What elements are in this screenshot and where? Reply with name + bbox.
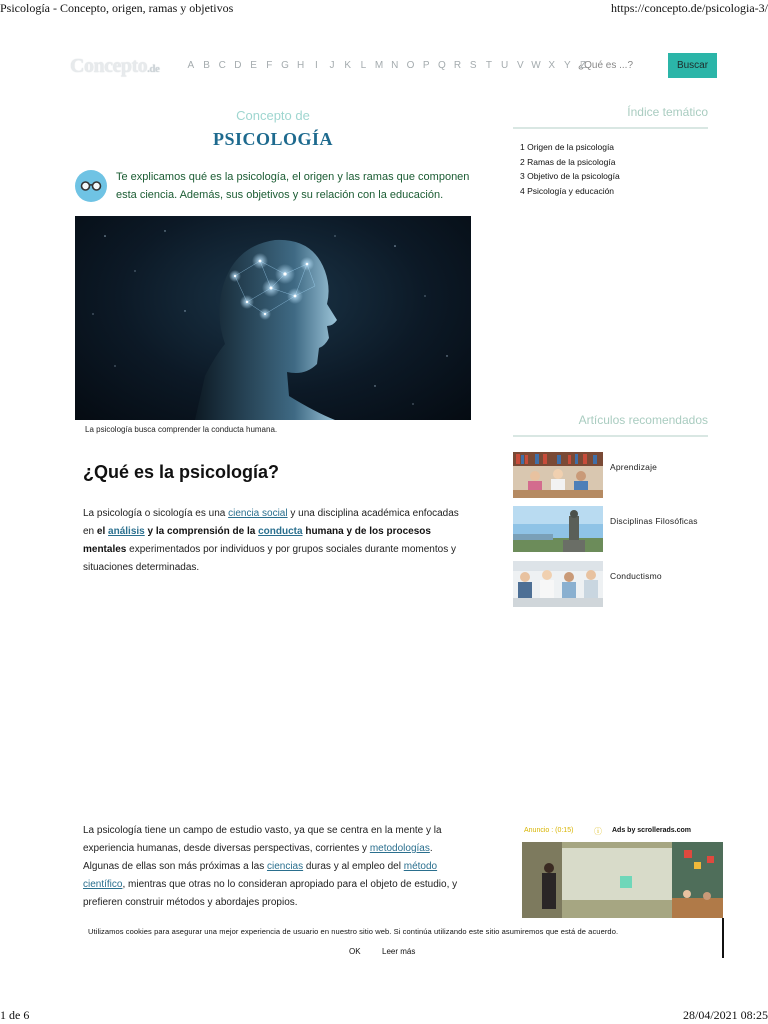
letter-link[interactable]: Y [564, 60, 571, 71]
concept-kicker: Concepto de [236, 108, 310, 123]
letter-link[interactable]: J [329, 60, 335, 71]
letter-link[interactable]: P [422, 60, 430, 71]
toc-item[interactable]: 1 Origen de la psicología [520, 142, 615, 152]
letter-link[interactable]: Z [579, 60, 587, 71]
cookie-read-more-link[interactable]: Leer más [382, 947, 416, 956]
letter-link[interactable]: T [485, 60, 492, 71]
intro-box [75, 166, 471, 206]
article-paragraph [83, 822, 468, 912]
cookie-ok-button[interactable]: OK [349, 947, 361, 956]
text-run: La psicología tiene un campo de estudio vasto, ya que se centra en la mente y la experiencia humanas, desde diversas perspectivas, corrientes y [83, 825, 442, 854]
recommended-item[interactable] [513, 452, 708, 498]
letter-link[interactable]: W [531, 60, 541, 71]
bold-run: humana y de los procesos mentales [83, 526, 431, 555]
link-ciencia-social[interactable]: ciencia social [228, 508, 288, 519]
letter-link[interactable]: M [374, 60, 384, 71]
site-logo[interactable] [70, 55, 159, 78]
text-run: , mientras que otras no lo consideran apropiado para el objeto de estudio, y prefieren construir métodos y abordajes propios. [83, 879, 458, 908]
print-page-title: Psicología - Concepto, origen, ramas y objetivos [0, 1, 234, 15]
letter-link[interactable]: K [344, 60, 352, 71]
toc-item[interactable]: 4 Psicología y educación [520, 185, 615, 196]
letter-link[interactable]: I [314, 60, 318, 71]
letter-link[interactable]: Q [437, 60, 446, 71]
top-navigation [70, 52, 718, 80]
letter-link[interactable]: S [469, 60, 477, 71]
image-caption: La psicología busca comprender la conducta humana. [85, 425, 278, 434]
ad-timer: Anuncio : (0:15) [524, 827, 574, 834]
logo-main-text: Concepto [70, 55, 148, 77]
bold-run: el [96, 526, 109, 537]
letter-link[interactable]: B [203, 60, 210, 71]
recommended-label[interactable]: Conductismo [610, 571, 662, 581]
toc-item[interactable]: 2 Ramas de la psicología [520, 156, 616, 167]
logo-suffix: .de [147, 63, 160, 75]
intro-summary: Te explicamos qué es la psicología, el origen y las ramas que componen esta ciencia. Además, sus objetivos y su relación con la educación. [116, 171, 470, 201]
recommended-item[interactable] [513, 561, 708, 607]
print-footer [0, 1008, 768, 1024]
letter-link[interactable]: R [453, 60, 462, 71]
glasses-icon [75, 170, 107, 202]
section-heading: ¿Qué es la psicología? [83, 462, 280, 482]
link-conducta[interactable]: conducta [258, 526, 303, 537]
letter-link[interactable]: G [281, 60, 289, 71]
search-input[interactable] [578, 56, 664, 74]
recommended-thumbnail[interactable] [513, 506, 603, 552]
ad-video-frame[interactable] [522, 842, 723, 920]
letter-link[interactable]: L [360, 60, 367, 71]
text-run: . Algunas de ellas son más próximas a las [83, 843, 433, 872]
info-icon[interactable]: ⓘ [594, 827, 602, 836]
print-header [0, 0, 768, 18]
link-metodo-cientifico[interactable]: método científico [83, 861, 438, 890]
alphabet-index [183, 60, 591, 71]
letter-link[interactable]: U [500, 60, 509, 71]
letter-link[interactable]: N [391, 60, 399, 71]
letter-link[interactable]: O [406, 60, 415, 71]
recommended-thumbnail[interactable] [513, 561, 603, 607]
letter-link[interactable]: X [548, 60, 555, 71]
table-of-contents [513, 140, 708, 198]
letter-link[interactable]: C [218, 60, 226, 71]
letter-link[interactable]: D [234, 60, 242, 71]
article-paragraph [83, 505, 468, 577]
text-run: experimentados por individuos y por grupos sociales durante momentos y situaciones determinadas. [83, 544, 456, 573]
recommended-item[interactable] [513, 506, 708, 552]
recommended-label[interactable]: Aprendizaje [610, 462, 658, 472]
text-run: y una disciplina académica enfocadas en [83, 508, 459, 537]
ad-brand[interactable]: Ads by scrollerads.com [612, 827, 691, 834]
page-number: 1 de 6 [0, 1008, 30, 1022]
ad-bar [524, 825, 723, 839]
print-page-url: https://concepto.de/psicologia-3/ [611, 1, 768, 15]
link-analisis[interactable]: análisis [108, 526, 145, 537]
recommended-title: Artículos recomendados [513, 413, 708, 437]
print-datetime: 28/04/2021 08:25 [682, 1008, 768, 1022]
hero-image [75, 216, 471, 420]
page-title: PSICOLOGÍA [212, 129, 334, 149]
text-run: duras y al empleo del [303, 861, 404, 872]
letter-link[interactable]: H [297, 60, 305, 71]
recommended-label[interactable]: Disciplinas Filosóficas [610, 516, 698, 526]
video-ad [522, 822, 723, 920]
divider [722, 918, 724, 958]
letter-link[interactable]: A [187, 60, 195, 71]
cookie-message: Utilizamos cookies para asegurar una mejor experiencia de usuario en nuestro sitio web. Si continúa utilizando este sitio asumiremos que está de acuerdo. [88, 927, 619, 936]
link-ciencias[interactable]: ciencias [266, 861, 304, 872]
toc-item[interactable]: 3 Objetivo de la psicología [520, 171, 620, 181]
letter-link[interactable]: F [266, 60, 273, 71]
link-metodologias[interactable]: metodologías [369, 843, 430, 854]
letter-link[interactable]: E [250, 60, 257, 71]
toc-title: Índice temático [513, 105, 708, 129]
article [75, 100, 471, 908]
bold-run: y la comprensión de la [144, 526, 259, 537]
search-button[interactable]: Buscar [668, 53, 717, 78]
cookie-banner [0, 918, 768, 968]
sidebar [513, 100, 708, 581]
text-run: La psicología o sicología es una [83, 508, 229, 519]
recommended-thumbnail[interactable] [513, 452, 603, 498]
letter-link[interactable]: V [516, 60, 524, 71]
